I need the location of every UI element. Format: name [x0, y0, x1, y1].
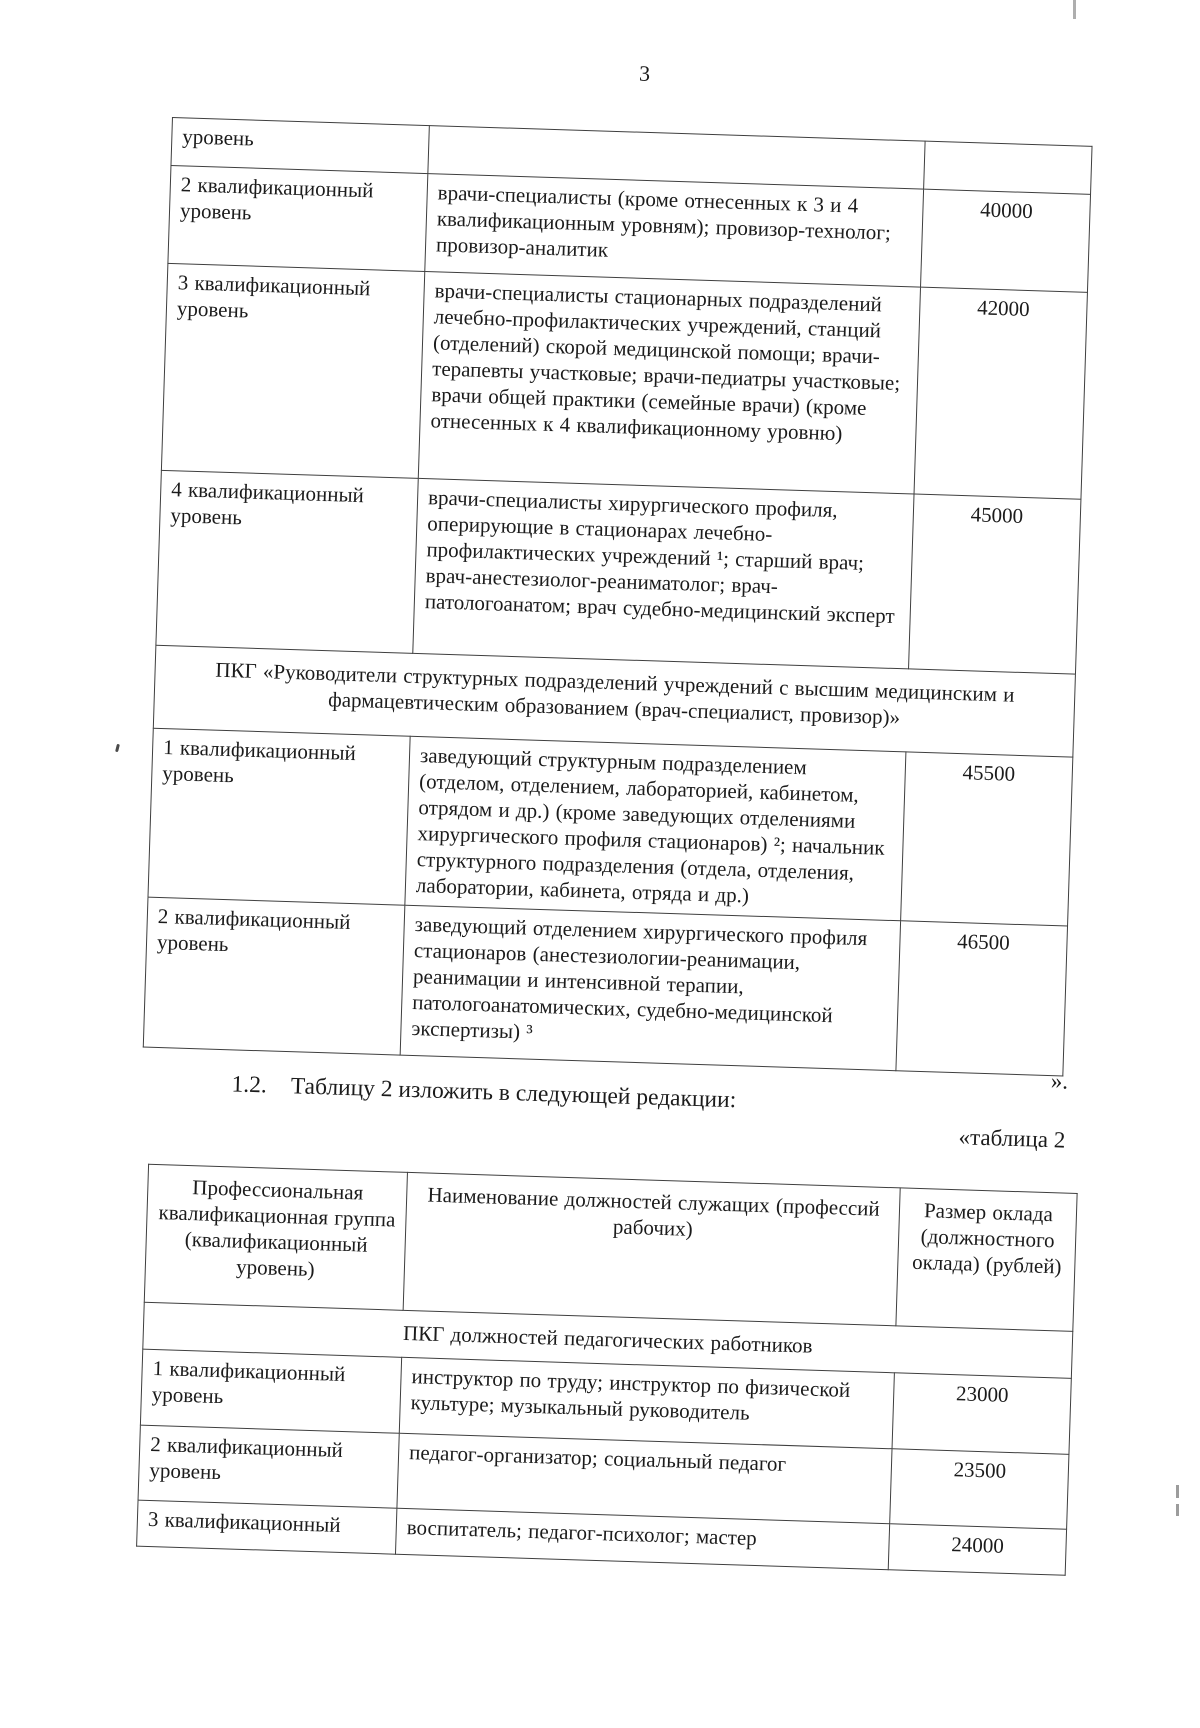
- positions-cell: заведующий структурным подразделением (отделом, отделением, лабораторией, кабинетом, отрядом и др.) (кроме заведующих отделениями хирургического профиля стационаров) ²; начальник структурного подразделения (отдела, отделения, лаборатории, кабинета, отряда и др.): [405, 736, 906, 920]
- scan-artifact-right-tick: [1176, 1485, 1179, 1498]
- salary-cell: 23500: [890, 1449, 1069, 1530]
- positions-cell: врачи-специалисты стационарных подразделений лечебно-профилактических учреждений, станций (отделений) скорой медицинской помощи; врачи-терапевты участковые; врачи-педиатры участковые; врачи общей практики (семейные врачи) (кроме отнесенных к 4 квалификационному уровню): [418, 272, 920, 494]
- table-row: [161, 263, 1087, 499]
- table-row: [156, 470, 1081, 674]
- section-text: Таблицу 2 изложить в следующей редакции:: [290, 1073, 737, 1114]
- closing-quote-mark: ».: [1050, 1068, 1069, 1094]
- scan-artifact-right-tick: [1176, 1504, 1179, 1516]
- scan-artifact-top-tick: [1073, 0, 1076, 19]
- salary-cell: [924, 141, 1092, 194]
- positions-cell: врачи-специалисты хирургического профиля, оперирующие в стационарах лечебно-профилактических учреждений ¹; старший врач; врач-анестезиолог-реаниматолог; врач-патологоанатом; врач судебно-медицинский эксперт: [413, 478, 914, 668]
- qualification-level-cell: 3 квалификационный: [137, 1500, 397, 1554]
- qualification-level-cell: 1 квалификационный уровень: [148, 728, 410, 905]
- salary-table-pedagogical: [136, 1164, 1078, 1576]
- pkg-group-header: ПКГ должностей педагогических работников: [143, 1302, 1073, 1378]
- positions-cell: заведующий отделением хирургического профиля стационаров (анестезиологии-реанимации, реанимации и интенсивной терапии, патологоанатомических, судебно-медицинской экспертизы) ³: [400, 905, 900, 1071]
- qualification-level-cell: уровень: [171, 118, 429, 174]
- salary-table-medical: [143, 117, 1093, 1076]
- salary-cell: 45500: [901, 752, 1073, 926]
- pkg-group-header: ПКГ «Руководители структурных подразделений учреждений с высшим медицинским и фармацевтическим образованием (врач-специалист, провизор)»: [153, 645, 1075, 757]
- table-2-caption: «таблица 2: [958, 1124, 1066, 1153]
- positions-cell: врачи-специалисты (кроме отнесенных к 3 и 4 квалификационным уровням); провизор-технолог; провизор-аналитик: [425, 174, 924, 288]
- section-numbering: 1.2.: [231, 1071, 268, 1099]
- salary-cell: 23000: [892, 1373, 1071, 1455]
- page-number: 3: [638, 60, 651, 86]
- qualification-level-cell: 2 квалификационный уровень: [143, 897, 405, 1055]
- qualification-level-cell: 4 квалификационный уровень: [156, 470, 418, 653]
- positions-cell: воспитатель; педагог-психолог; мастер: [395, 1508, 889, 1569]
- header-group-column: Профессиональная квалификационная группа (квалификационный уровень): [144, 1164, 407, 1310]
- header-positions-column: Наименование должностей служащих (профессий рабочих): [403, 1172, 900, 1325]
- salary-cell: 45000: [909, 494, 1081, 674]
- qualification-level-cell: 3 квалификационный уровень: [161, 263, 424, 478]
- section-1-2-line: [231, 1071, 736, 1114]
- qualification-level-cell: 2 квалификационный уровень: [138, 1425, 399, 1508]
- table-row: [148, 728, 1073, 926]
- positions-cell: педагог-организатор; социальный педагог: [397, 1433, 892, 1523]
- positions-cell: инструктор по труду; инструктор по физической культуре; музыкальный руководитель: [399, 1357, 894, 1448]
- salary-cell: 42000: [914, 287, 1087, 499]
- salary-cell: 40000: [921, 189, 1091, 292]
- salary-cell: 24000: [888, 1524, 1066, 1576]
- header-salary-column: Размер оклада (должностного оклада) (рублей): [896, 1188, 1077, 1331]
- qualification-level-cell: 1 квалификационный уровень: [140, 1349, 401, 1433]
- salary-cell: 46500: [896, 921, 1068, 1076]
- qualification-level-cell: 2 квалификационный уровень: [168, 165, 428, 271]
- table-row: [143, 897, 1067, 1076]
